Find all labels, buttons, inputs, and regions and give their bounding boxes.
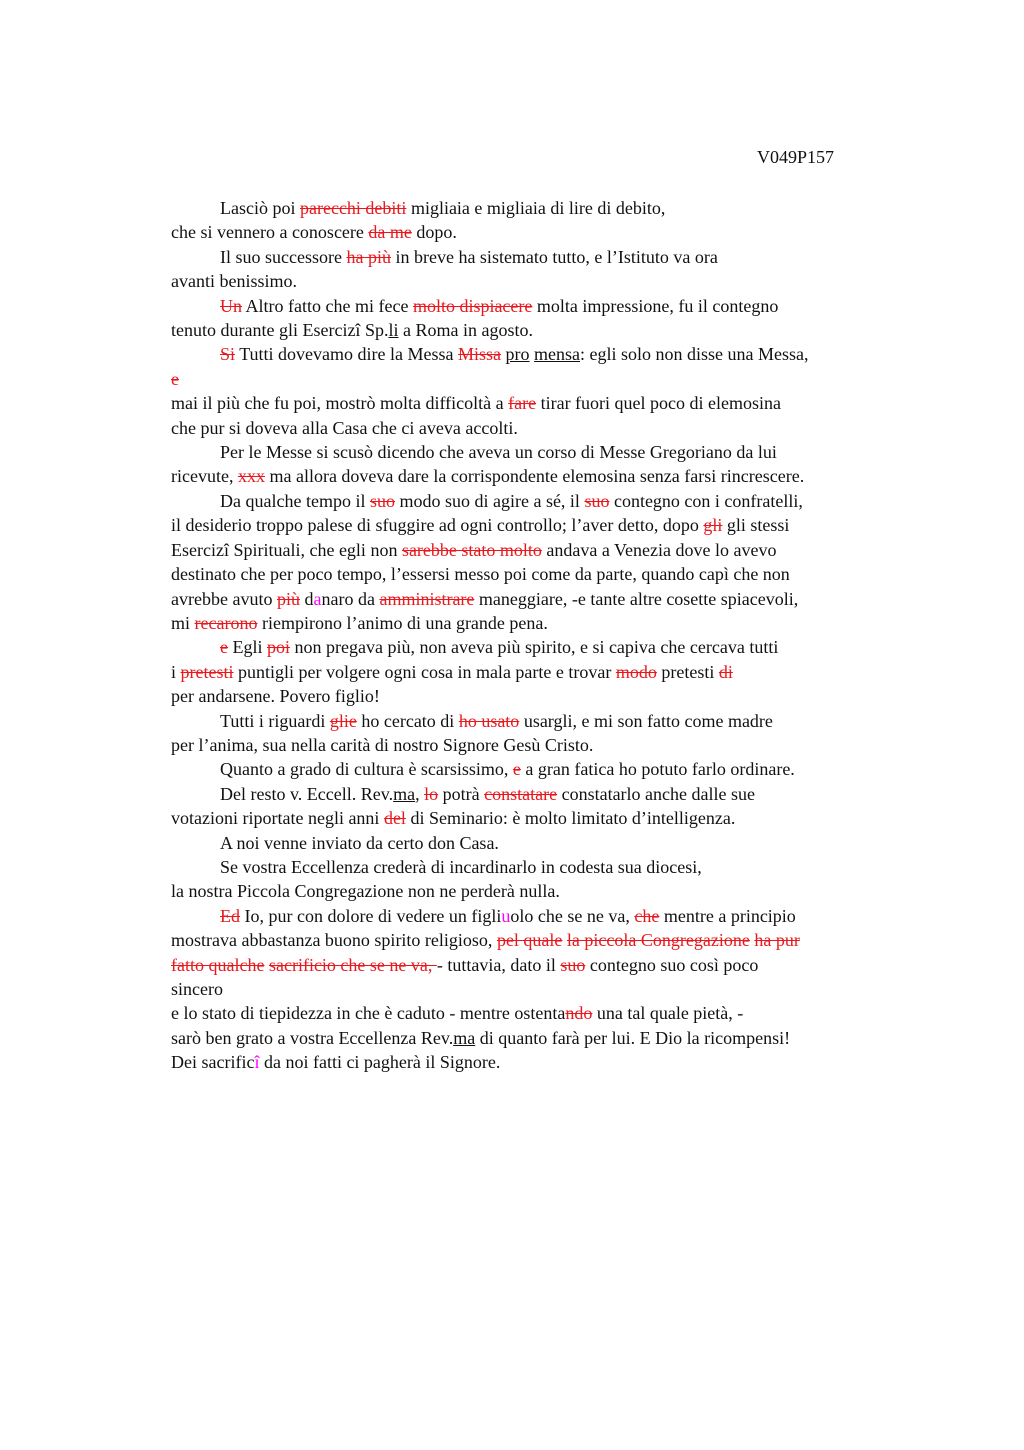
text-run: A noi venne inviato da certo don Casa. [220,832,499,853]
text-run: pretesti [656,661,719,682]
text-line [171,342,931,366]
text-run: modo suo di agire a sé, il [394,490,585,511]
text-run: da noi fatti ci pagherà il Signore. [259,1052,501,1073]
text-run: mentre a principio [659,905,796,926]
text-run: usargli, e mi son fatto come madre [519,710,773,731]
text-line [171,513,931,537]
deleted-text: ho usato [458,710,520,731]
deleted-text: la piccola Congregazione [566,930,750,951]
text-run: molta impressione, fu il contegno [532,295,779,316]
inserted-mark: î [254,1052,260,1073]
deleted-text: gli [703,515,723,536]
text-run: avanti benissimo. [171,271,297,292]
deleted-text: Un [220,295,242,316]
text-line [171,635,931,659]
text-line [171,245,931,269]
deleted-text: suo [584,490,610,511]
text-run: Io, pur con dolore di vedere un figli [240,905,502,926]
text-line [171,904,931,928]
text-line [171,1026,931,1050]
text-run: avrebbe avuto [171,588,277,609]
deleted-text: e [220,637,228,658]
text-line [171,953,931,977]
deleted-text: constatare [484,783,558,804]
text-run: dopo. [411,222,457,243]
underlined-text: ma [453,1027,476,1048]
deleted-text: ndo [565,1003,593,1024]
underlined-text: ma [393,783,416,804]
text-line [171,269,931,293]
text-run: ricevute, [171,466,238,487]
text-run: Esercizi [171,539,229,560]
deleted-text: pel quale [496,930,563,951]
deleted-text: di [718,661,733,682]
deleted-text: modo [615,661,657,682]
text-run: Da qualche tempo il [220,490,370,511]
text-line [171,879,931,903]
text-line [171,440,931,464]
text-run: Quanto a grado di cultura è scarsissimo, [220,759,513,780]
text-run: votazioni riportate negli anni [171,808,384,829]
text-line [171,464,931,488]
text-line [171,831,931,855]
text-run: ho cercato di [356,710,459,731]
text-run: maneggiare, -e tante altre cosette spiacevoli, [474,588,799,609]
text-run: in breve ha sistemato tutto, e l’Istituto va ora [390,246,718,267]
text-run: , [415,783,425,804]
text-line [171,318,931,342]
text-line [171,367,931,391]
text-line [171,587,931,611]
inserted-mark: u [501,905,511,926]
text-run: Lasciò poi [220,198,300,218]
text-line [171,489,931,513]
text-run: destinato che per poco tempo, l’essersi messo poi come da parte, quando capì che non [171,564,790,585]
text-run: Altro fatto che mi fece [242,295,413,316]
text-line [171,220,931,244]
text-run: Tutti i riguardi [220,710,330,731]
deleted-text: fare [508,393,537,414]
underlined-text: pro [505,344,530,365]
text-line [171,977,931,1001]
text-run: olo che se ne va, [510,905,635,926]
text-run: di Seminario: è molto limitato d’intelligenza. [405,808,736,829]
deleted-text: ha pur [754,930,800,951]
text-run: sincero [171,979,223,999]
text-line [171,196,931,220]
text-line [171,709,931,733]
deleted-text: sacrificio che se ne va, [268,954,437,975]
text-line [171,562,931,586]
text-run: i [171,661,181,682]
text-run: gli stessi [722,515,790,536]
text-run: Se vostra Eccellenza crederà di incardinarlo in codesta sua diocesi, [220,856,702,877]
deleted-text: sarebbe stato molto [401,539,542,560]
text-run: Spirituali, che egli non [228,539,402,560]
deleted-text: poi [267,637,291,658]
deleted-text: Si [220,344,236,365]
text-run: Del resto v. Eccell. Rev. [220,783,394,804]
page-identifier: V049P157 [757,147,835,167]
deleted-text: recarono [194,612,258,633]
text-line [171,660,931,684]
text-run: di quanto farà per lui. E Dio la ricompensi! [475,1027,791,1048]
text-run: Tutti dovevamo dire la Messa [235,344,459,365]
deleted-text: che [634,905,660,926]
text-run: migliaia e migliaia di lire di debito, [406,198,666,218]
text-line [171,855,931,879]
text-run: potrà [438,783,485,804]
text-line [171,391,931,415]
underlined-text: li [388,320,399,341]
text-run: mai il più che fu poi, mostrò molta difficoltà a [171,393,509,414]
text-line [171,1050,931,1074]
text-line [171,806,931,830]
text-run: constatarlo anche dalle sue [557,783,755,804]
text-run: la nostra Piccola Congregazione non ne perderà nulla. [171,881,560,902]
deleted-text: fatto qualche [171,954,265,975]
text-run: mi [171,612,195,633]
deleted-text: ha più [346,246,391,267]
deleted-text: pretesti [180,661,234,682]
text-run: mostrava abbastanza buono spirito religioso, [171,930,497,951]
text-line [171,782,931,806]
inserted-mark: a [313,588,322,609]
text-line [171,757,931,781]
deleted-text: suo [369,490,395,511]
text-run: non pregava più, non aveva più spirito, e si capiva che cercava tutti [290,637,779,658]
deleted-text: Ed [220,905,240,926]
text-run: andava a Venezia dove lo avevo [541,539,777,560]
deleted-text: del [383,808,406,829]
text-run: tenuto durante gli Esercizi [171,320,361,341]
deleted-text: più [276,588,300,609]
deleted-text: xxx [237,466,265,487]
text-run: a Roma in agosto. [398,320,533,341]
text-run: d [299,588,314,609]
text-run: Egli [228,637,267,658]
text-run: : egli solo non disse una Messa, [580,344,809,365]
text-run: e lo stato di tiepidezza in che è caduto - mentre ostenta [171,1003,566,1024]
deleted-text: parecchi debiti [299,198,407,218]
text-run: Il suo successore [220,246,347,267]
text-run: contegno suo così poco [585,954,759,975]
text-run: per l’anima, sua nella carità di nostro Signore Gesù Cristo. [171,734,594,755]
deleted-text: e [171,368,179,389]
deleted-text: glie [329,710,357,731]
text-line [171,1001,931,1025]
text-run: ma allora doveva dare la corrispondente elemosina senza farsi rincrescere. [264,466,805,487]
deleted-text: lo [424,783,439,804]
text-run: sarò ben grato a vostra Eccellenza Rev. [171,1027,454,1048]
deleted-text: e [512,759,521,780]
text-run: una tal quale pietà, - [592,1003,744,1024]
text-run: - tuttavia, dato il [436,954,561,975]
text-line [171,294,931,318]
text-run: Sp. [360,320,389,341]
text-run: tirar fuori quel poco di elemosina [536,393,782,414]
text-line [171,733,931,757]
text-line [171,684,931,708]
text-run: puntigli per volgere ogni cosa in mala parte e trovar [233,661,616,682]
text-run: contegno con i confratelli, [609,490,803,511]
text-run: il desiderio troppo palese di sfuggire ad ogni controllo; l’aver detto, dopo [171,515,704,536]
letter-body [171,196,931,1075]
text-line [171,928,931,952]
text-line [171,538,931,562]
text-run: Per le Messe si scusò dicendo che aveva un corso di Messe Gregoriano da lui [220,442,777,463]
text-run: che si vennero a conoscere [171,222,369,243]
text-run: per andarsene. Povero figlio! [171,686,380,707]
text-line [171,416,931,440]
text-run: naro da [321,588,380,609]
text-line [171,611,931,635]
text-run: che pur si doveva alla Casa che ci aveva accolti. [171,417,518,438]
text-run: a gran fatica ho potuto farlo ordinare. [520,759,795,780]
deleted-text: da me [368,222,412,243]
deleted-text: suo [560,954,586,975]
text-run: riempirono l’animo di una grande pena. [257,612,548,633]
deleted-text: amministrare [379,588,475,609]
text-run: Dei sacrific [171,1052,255,1073]
deleted-text: Missa [458,344,502,365]
deleted-text: molto dispiacere [412,295,533,316]
underlined-text: mensa [534,344,581,365]
